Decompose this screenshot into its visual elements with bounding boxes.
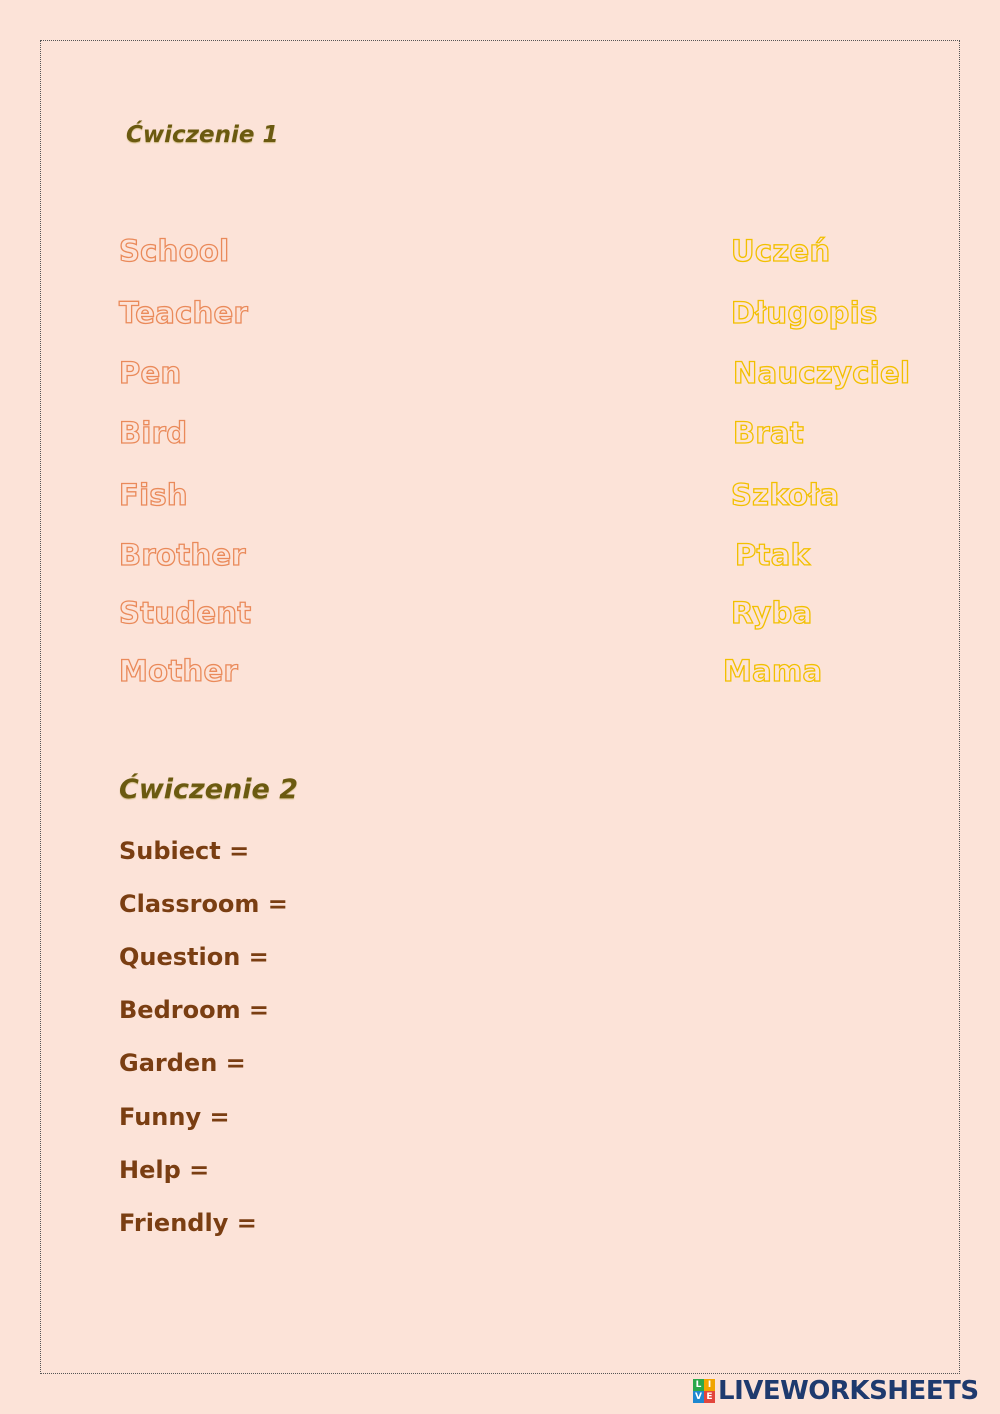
exercise2-item: Subiect = — [119, 837, 250, 865]
polish-word: Szkoła — [731, 478, 840, 512]
logo-letter-i: I — [704, 1379, 715, 1391]
exercise2-item: Friendly = — [119, 1209, 257, 1237]
logo-letter-l: L — [693, 1379, 704, 1391]
english-word: Teacher — [119, 296, 249, 330]
exercise2-item: Garden = — [119, 1049, 246, 1077]
english-word: Student — [119, 596, 252, 630]
liveworksheets-logo-text: LIVEWORKSHEETS — [718, 1376, 979, 1406]
english-word: Bird — [119, 416, 188, 450]
exercise2-item: Help = — [119, 1156, 210, 1184]
polish-word: Ryba — [731, 596, 813, 630]
english-word: School — [119, 234, 230, 268]
english-word: Pen — [119, 356, 182, 390]
exercise2-title: Ćwiczenie 2 — [119, 774, 299, 805]
polish-word: Mama — [723, 654, 823, 688]
exercise2-item: Funny = — [119, 1103, 230, 1131]
logo-letter-e: E — [704, 1391, 715, 1403]
english-word: Mother — [119, 654, 239, 688]
liveworksheets-logo-icon — [693, 1379, 715, 1403]
exercise2-item: Classroom = — [119, 890, 288, 918]
polish-word: Długopis — [731, 296, 878, 330]
exercise2-item: Bedroom = — [119, 996, 270, 1024]
liveworksheets-logo — [693, 1376, 979, 1406]
english-word: Fish — [119, 478, 188, 512]
english-word: Brother — [119, 538, 246, 572]
polish-word: Uczeń — [731, 234, 831, 268]
exercise1-title: Ćwiczenie 1 — [126, 122, 279, 148]
polish-word: Brat — [733, 416, 805, 450]
exercise2-item: Question = — [119, 943, 269, 971]
polish-word: Nauczyciel — [733, 356, 911, 390]
logo-letter-v: V — [693, 1391, 704, 1403]
polish-word: Ptak — [735, 538, 811, 572]
